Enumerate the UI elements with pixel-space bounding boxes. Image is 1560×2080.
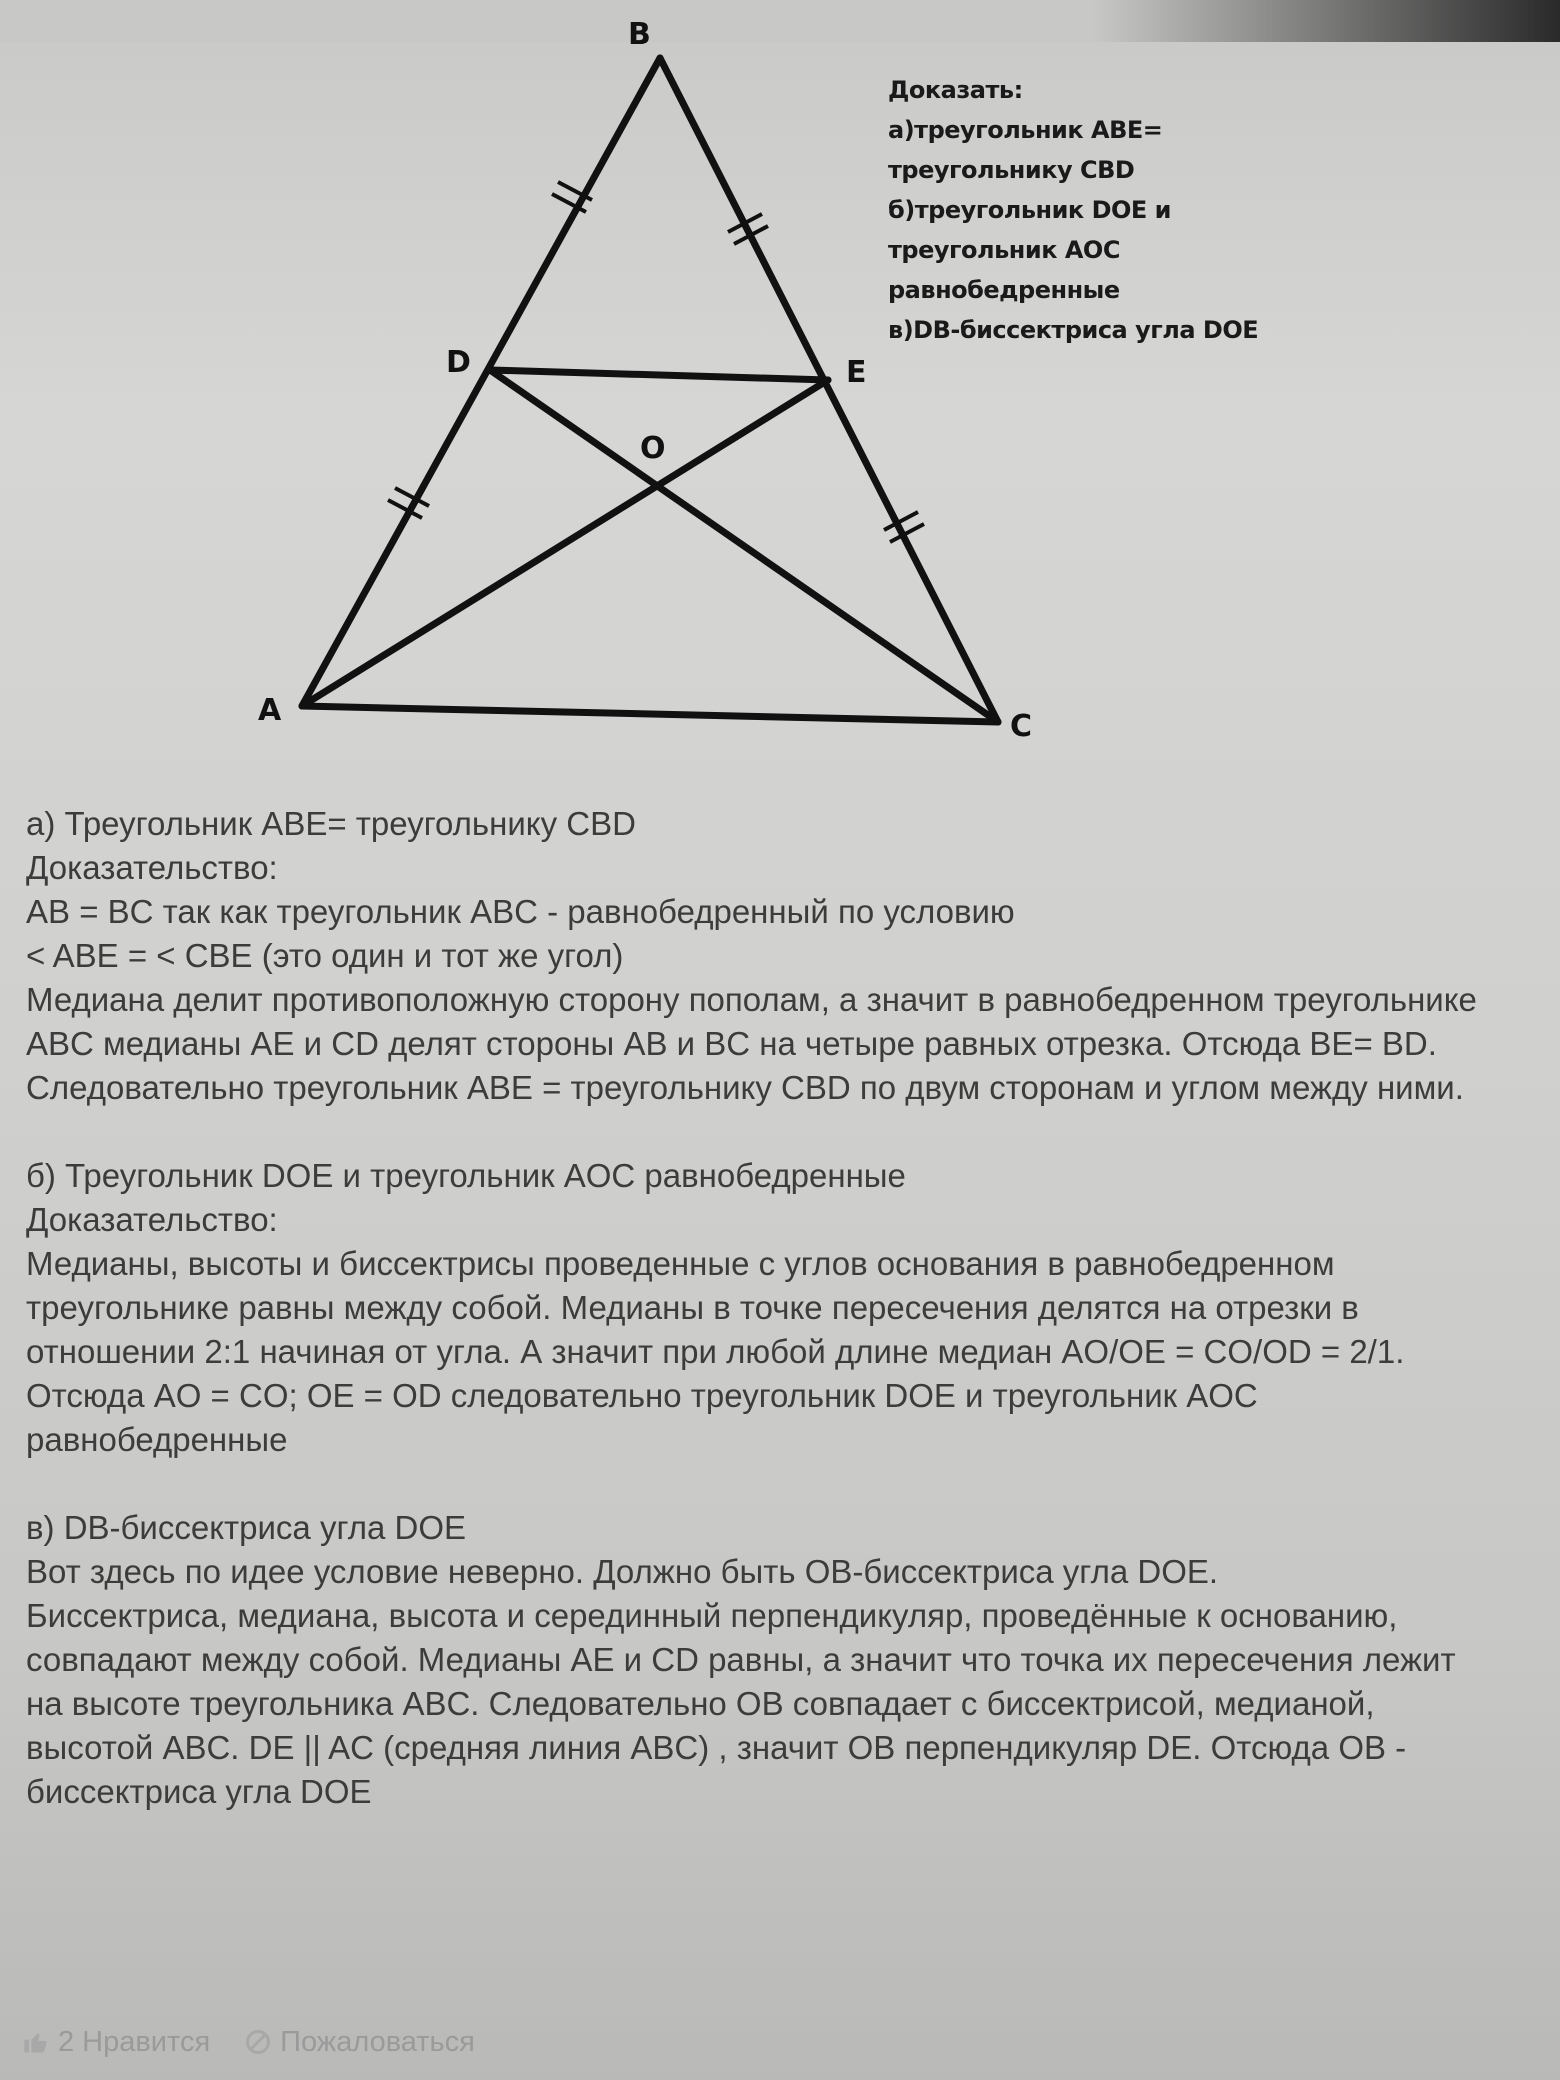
report-icon xyxy=(244,2028,272,2056)
text-line: Доказательство: xyxy=(26,1201,278,1238)
text-line: равнобедренные xyxy=(26,1421,288,1458)
part-c-heading: в) DB-биссектриса угла DOE xyxy=(26,1509,467,1546)
text-line: совпадают между собой. Медианы AE и CD равны, а значит что точка их пересечения лежит xyxy=(26,1641,1456,1678)
thumbs-up-icon xyxy=(22,2028,50,2056)
text-line: высотой ABC. DE || AC (средняя линия ABC) , значит OB перпендикуляр DE. Отсюда OB - xyxy=(26,1729,1407,1766)
like-button[interactable] xyxy=(22,2026,210,2059)
side-ab xyxy=(302,58,660,706)
midline-de xyxy=(490,370,828,380)
prove-line: Доказать: xyxy=(888,76,1023,104)
solution-text xyxy=(26,802,1556,1814)
prove-line: а)треугольник ABE= xyxy=(888,116,1163,144)
text-line: треугольнике равны между собой. Медианы в точке пересечения делятся на отрезки в xyxy=(26,1289,1359,1326)
label-b: B xyxy=(628,17,651,52)
report-button[interactable] xyxy=(244,2026,475,2059)
side-ac xyxy=(302,706,998,722)
label-o: O xyxy=(640,431,666,466)
text-line: AB = BC так как треугольник ABC - равнобедренный по условию xyxy=(26,893,1015,930)
median-ae xyxy=(302,380,828,706)
text-line: Медиана делит противоположную сторону пополам, а значит в равнобедренном треугольнике xyxy=(26,981,1477,1018)
label-e: E xyxy=(846,355,867,390)
report-label: Пожаловаться xyxy=(280,2025,475,2058)
text-line: Отсюда AO = CO; OE = OD следовательно треугольник DOE и треугольник AOC xyxy=(26,1377,1258,1414)
prove-line: равнобедренные xyxy=(888,276,1120,304)
text-line: Доказательство: xyxy=(26,849,278,886)
like-count-label: 2 Нравится xyxy=(58,2025,211,2058)
part-a xyxy=(26,802,1556,1110)
prove-line: в)DB-биссектриса угла DOE xyxy=(888,316,1259,344)
text-line: отношении 2:1 начиная от угла. А значит при любой длине медиан AO/OE = CO/OD = 2/1. xyxy=(26,1333,1405,1370)
part-b-heading: б) Треугольник DOE и треугольник AOC равнобедренные xyxy=(26,1157,906,1194)
text-line: биссектриса угла DOE xyxy=(26,1773,372,1810)
text-line: Медианы, высоты и биссектрисы проведенные с углов основания в равнобедренном xyxy=(26,1245,1335,1282)
prove-statement xyxy=(888,70,1328,350)
answer-footer xyxy=(22,2020,509,2064)
text-line: ABC медианы AE и CD делят стороны AB и BC на четыре равных отрезка. Отсюда BE= BD. xyxy=(26,1025,1437,1062)
prove-line: треугольник AOC xyxy=(888,236,1120,264)
label-d: D xyxy=(446,345,471,380)
text-line: < ABE = < CBE (это один и тот же угол) xyxy=(26,937,624,974)
label-c: C xyxy=(1010,709,1033,744)
text-line: на высоте треугольника ABC. Следовательно OB совпадает с биссектрисой, медианой, xyxy=(26,1685,1375,1722)
text-line: Биссектриса, медиана, высота и серединный перпендикуляр, проведённые к основанию, xyxy=(26,1597,1398,1634)
label-a: A xyxy=(258,693,282,728)
part-a-heading: а) Треугольник ABE= треугольнику CBD xyxy=(26,805,636,842)
part-c xyxy=(26,1506,1556,1814)
text-line: Вот здесь по идее условие неверно. Должно быть OB-биссектриса угла DOE. xyxy=(26,1553,1219,1590)
part-b xyxy=(26,1154,1556,1462)
prove-line: треугольнику CBD xyxy=(888,156,1135,184)
prove-line: б)треугольник DOE и xyxy=(888,196,1171,224)
text-line: Следовательно треугольник ABE = треугольнику CBD по двум сторонам и углом между ними. xyxy=(26,1069,1464,1106)
